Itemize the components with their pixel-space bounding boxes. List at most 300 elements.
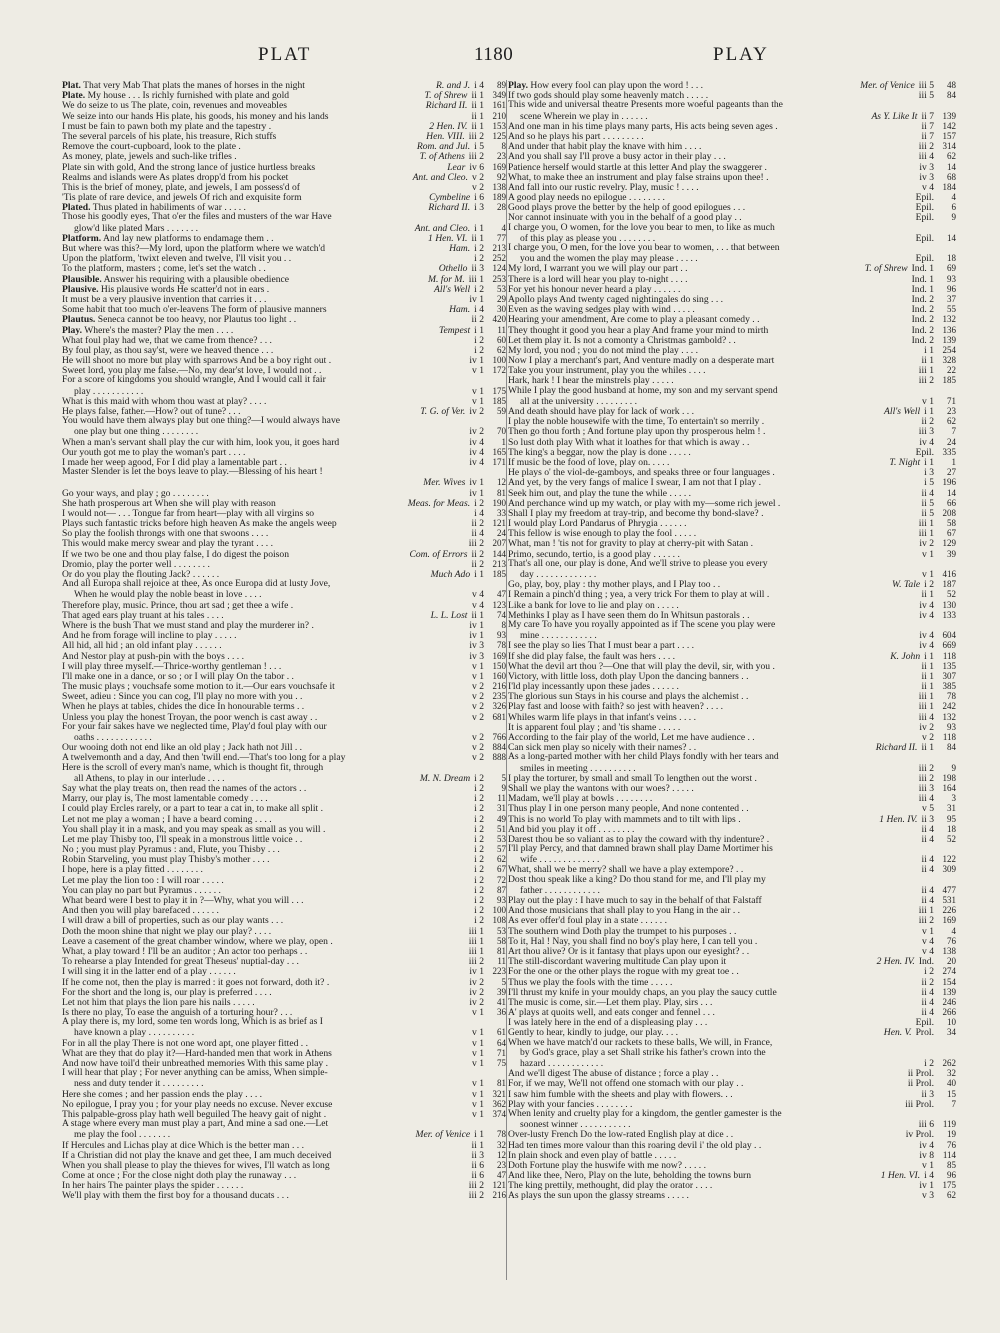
quotation-text bbox=[62, 652, 465, 661]
concordance-entry bbox=[508, 987, 956, 997]
quotation-body: If she did play false, the fault was hers . . . . bbox=[508, 651, 676, 661]
line-number: 130 bbox=[942, 599, 956, 610]
quotation-text bbox=[62, 713, 468, 722]
concordance-entry bbox=[508, 864, 956, 874]
quotation-body: So play the foolish throngs with one that swoons . . . . bbox=[62, 529, 269, 539]
quotation-text bbox=[62, 539, 465, 548]
quotation-body: Marry, our play is, The most lamentable comedy . . . . bbox=[62, 794, 268, 804]
quotation-text bbox=[62, 702, 468, 711]
act-scene: v 1 bbox=[922, 1159, 934, 1171]
line-number: 37 bbox=[947, 293, 956, 304]
quotation-text bbox=[62, 978, 465, 987]
quotation-body: Go your ways, and play ; go . . . . . . . . bbox=[62, 488, 209, 498]
quotation-text bbox=[62, 774, 416, 783]
line-number: 5 bbox=[501, 772, 506, 783]
act-scene: i 2 bbox=[474, 243, 484, 254]
concordance-entry bbox=[62, 1038, 506, 1048]
quotation-text bbox=[508, 1028, 880, 1037]
quotation-body: Here is the scroll of every man's name, which is thought fit, through bbox=[62, 762, 324, 773]
quotation-body: I was lately here in the end of a displeasing play . . . bbox=[508, 1018, 708, 1028]
act-scene: iii 1 bbox=[468, 945, 484, 957]
line-number: 31 bbox=[947, 803, 956, 814]
quotation-text bbox=[508, 702, 915, 711]
line-number: 27 bbox=[947, 467, 956, 478]
quotation-body: Art thou alive? Or is it fantasy that plays upon our eyesight? . . bbox=[508, 946, 750, 957]
concordance-entry bbox=[62, 131, 506, 141]
line-number: 124 bbox=[492, 263, 506, 274]
line-number: 123 bbox=[492, 599, 506, 610]
act-scene: ii 4 bbox=[921, 864, 934, 875]
act-scene: ii 1 bbox=[921, 355, 934, 366]
act-scene: ii 2 bbox=[471, 518, 484, 529]
quotation-body: And perchance wind up my watch, or play with my—some rich jewel . bbox=[508, 498, 781, 508]
concordance-entry bbox=[508, 803, 956, 813]
concordance-entry bbox=[508, 722, 956, 732]
line-number: 129 bbox=[942, 538, 956, 549]
line-number: 274 bbox=[942, 966, 956, 977]
line-number: 93 bbox=[947, 273, 956, 284]
concordance-entry bbox=[508, 559, 956, 569]
quotation-text bbox=[508, 243, 956, 253]
line-number: 22 bbox=[947, 365, 956, 376]
act-scene: v 3 bbox=[922, 1190, 934, 1201]
quotation-text bbox=[508, 1048, 956, 1058]
quotation-body: This is the brief of money, plate, and jewels, I am possess'd of bbox=[62, 182, 300, 193]
line-number: 41 bbox=[497, 996, 506, 1007]
line-number: 884 bbox=[492, 742, 506, 753]
act-scene: v 1 bbox=[472, 1007, 484, 1018]
quotation-text bbox=[508, 1059, 920, 1068]
line-number: 51 bbox=[497, 823, 506, 834]
act-scene: iii 2 bbox=[468, 956, 484, 967]
quotation-text bbox=[508, 927, 918, 936]
act-scene: iv 2 bbox=[469, 426, 484, 437]
line-number: 189 bbox=[492, 192, 506, 203]
quotation-body: Madam, we'll play at bowls . . . . . . . . bbox=[508, 794, 653, 804]
concordance-entry bbox=[62, 386, 506, 396]
quotation-body: Hearing your amendment, Are come to play a pleasant comedy . . bbox=[508, 315, 760, 325]
line-number: 420 bbox=[492, 314, 506, 325]
quotation-body: For the short and the long is, our play is preferred . . . . bbox=[62, 987, 272, 997]
quotation-text bbox=[62, 326, 435, 335]
concordance-entry bbox=[508, 345, 956, 355]
quotation-text bbox=[508, 1008, 917, 1017]
concordance-entry bbox=[508, 1099, 956, 1109]
quotation-text bbox=[508, 682, 917, 691]
quotation-text bbox=[508, 620, 956, 630]
quotation-text bbox=[508, 752, 956, 762]
act-scene: Ind. 2 bbox=[911, 314, 934, 325]
quotation-body: His plausive words He scatter'd not in ears . bbox=[100, 284, 270, 294]
act-scene: iv 4 bbox=[919, 609, 934, 620]
concordance-entry bbox=[62, 121, 506, 131]
concordance-entry bbox=[62, 274, 506, 284]
act-scene: i 2 bbox=[474, 823, 484, 834]
line-number: 81 bbox=[497, 945, 506, 956]
quotation-text bbox=[62, 763, 506, 773]
concordance-entry bbox=[508, 1078, 956, 1088]
concordance-entry bbox=[62, 426, 506, 436]
concordance-entry bbox=[62, 1089, 506, 1099]
quotation-body: What are they that do play it?—Hard-handed men that work in Athens bbox=[62, 1048, 332, 1058]
quotation-text bbox=[508, 774, 915, 783]
concordance-entry bbox=[62, 977, 506, 987]
line-number: 133 bbox=[942, 609, 956, 620]
quotation-text bbox=[62, 947, 465, 956]
concordance-entry bbox=[62, 518, 506, 528]
quotation-body: Upon the platform, 'twixt eleven and twelve, I'll visit you . . bbox=[62, 254, 292, 264]
quotation-body: That's all one, our play is done, And we'll strive to please you every bbox=[508, 558, 768, 569]
quotation-body: Methinks I play as I have seen them do In Whitsun pastorals . . bbox=[508, 610, 750, 620]
play-title: Ant. and Cleo. bbox=[414, 222, 471, 233]
quotation-text bbox=[62, 1171, 467, 1180]
act-scene: v 1 bbox=[472, 670, 484, 682]
quotation-text bbox=[508, 906, 915, 915]
play-title: 2 Hen. IV. bbox=[429, 120, 468, 131]
quotation-text bbox=[62, 1028, 468, 1037]
concordance-entry bbox=[62, 294, 506, 304]
quotation-text bbox=[62, 570, 427, 579]
quotation-body: father . . . . . . . . . . . . bbox=[520, 885, 600, 895]
act-scene: i 2 bbox=[474, 782, 484, 794]
act-scene: ii 1 bbox=[471, 609, 484, 620]
line-number: 47 bbox=[497, 589, 506, 600]
line-number: 93 bbox=[497, 895, 506, 905]
quotation-body: And those musicians that shall play to you Hang in the air . . bbox=[508, 906, 741, 916]
quotation-body: Doth Fortune play the huswife with me now? . . . . . bbox=[508, 1160, 706, 1171]
concordance-entry bbox=[508, 1180, 956, 1190]
quotation-text bbox=[62, 692, 468, 701]
act-scene: v 4 bbox=[922, 181, 934, 193]
concordance-entry bbox=[62, 508, 506, 518]
act-scene: Epil. bbox=[915, 446, 934, 457]
line-number: 57 bbox=[497, 844, 506, 855]
line-number: 119 bbox=[942, 1119, 956, 1130]
concordance-entry bbox=[508, 416, 956, 426]
act-scene: v 4 bbox=[922, 935, 934, 946]
concordance-entry bbox=[62, 579, 506, 589]
quotation-text bbox=[62, 916, 470, 925]
act-scene: i 3 bbox=[924, 467, 934, 478]
quotation-body: Then go thou forth ; And fortune play upon thy prosperous helm ! . bbox=[508, 427, 766, 437]
act-scene: ii 3 bbox=[921, 813, 934, 824]
concordance-entry bbox=[62, 1078, 506, 1088]
quotation-text bbox=[508, 173, 915, 182]
concordance-entry bbox=[62, 661, 506, 671]
line-number: 139 bbox=[942, 110, 956, 121]
concordance-entry bbox=[62, 691, 506, 701]
quotation-body: Let them play it. Is not a comonty a Christmas gambold? . . bbox=[508, 335, 736, 345]
quotation-text bbox=[508, 427, 915, 436]
act-scene: iv 4 bbox=[919, 1139, 934, 1150]
act-scene: Epil. bbox=[915, 212, 934, 223]
concordance-entry bbox=[508, 355, 956, 365]
quotation-body: hazard . . . . . . . . . . . . bbox=[520, 1059, 604, 1069]
act-scene: iv 1 bbox=[469, 293, 484, 305]
concordance-entry bbox=[508, 1007, 956, 1017]
concordance-entry bbox=[62, 752, 506, 762]
act-scene: iii 2 bbox=[468, 130, 484, 142]
quotation-text bbox=[508, 152, 915, 161]
line-number: 36 bbox=[497, 1007, 506, 1018]
quotation-text bbox=[508, 652, 886, 661]
line-number: 23 bbox=[497, 151, 506, 162]
quotation-text bbox=[62, 1008, 468, 1017]
line-number: 53 bbox=[497, 833, 506, 844]
concordance-entry bbox=[62, 365, 506, 375]
act-scene: i 2 bbox=[474, 915, 484, 926]
quotation-body: Here she comes ; and her passion ends the play . . . . bbox=[62, 1089, 263, 1099]
quotation-body: I'll make one in a dance, or so ; or I will play On the tabor . . bbox=[62, 671, 294, 682]
concordance-entry bbox=[508, 712, 956, 722]
act-scene: ii 7 bbox=[921, 120, 934, 131]
act-scene: v 1 bbox=[472, 1047, 484, 1058]
concordance-entry bbox=[62, 1170, 506, 1180]
quotation-text bbox=[508, 468, 920, 477]
line-number: 226 bbox=[942, 905, 956, 916]
act-scene: i 1 bbox=[924, 456, 934, 468]
line-number: 70 bbox=[497, 426, 506, 437]
play-title: T. G. of Ver. bbox=[420, 406, 466, 417]
quotation-body: The music plays ; vouchsafe some motion to it.—Our ears vouchsafe it bbox=[62, 682, 335, 692]
line-number: 12 bbox=[497, 1149, 506, 1160]
concordance-entry bbox=[508, 549, 956, 559]
line-number: 5 bbox=[501, 976, 506, 987]
play-title: Ham. bbox=[449, 243, 471, 254]
quotation-text bbox=[508, 580, 888, 589]
act-scene: iv 3 bbox=[919, 171, 934, 182]
quotation-body: all at the university . . . . . . . . . bbox=[520, 396, 637, 406]
line-number: 681 bbox=[492, 711, 506, 722]
line-number: 62 bbox=[497, 854, 506, 865]
quotation-body: What, to make thee an instrument and play false strains upon thee! . bbox=[508, 172, 769, 182]
quotation-body: How every fool can play upon the word ! . . . bbox=[530, 81, 704, 91]
line-number: 185 bbox=[942, 375, 956, 386]
line-number: 169 bbox=[492, 650, 506, 661]
quotation-body: And death should have play for lack of work . . . bbox=[508, 407, 694, 417]
concordance-entry bbox=[62, 498, 506, 508]
line-number: 47 bbox=[497, 1170, 506, 1181]
quotation-text bbox=[62, 1100, 468, 1109]
quotation-body: We seize into our hands His plate, his goods, his money and his lands bbox=[62, 111, 329, 121]
quotation-text bbox=[62, 212, 506, 222]
concordance-entry bbox=[62, 1160, 506, 1170]
concordance-entry bbox=[508, 304, 956, 314]
quotation-body: scene Wherein we play in . . . . . . bbox=[520, 111, 648, 121]
quotation-body: I will sing it in the latter end of a play . . . . . . bbox=[62, 967, 236, 977]
quotation-body: And so he plays his part . . . . . . . . . bbox=[508, 131, 644, 142]
act-scene: i 2 bbox=[474, 793, 484, 804]
quotation-text bbox=[62, 224, 411, 233]
quotation-text bbox=[62, 815, 470, 824]
line-number: 321 bbox=[492, 1088, 506, 1099]
line-number: 254 bbox=[942, 344, 956, 355]
quotation-body: You shall play it in a mask, and you may speak as small as you will . bbox=[62, 824, 326, 834]
line-number: 67 bbox=[947, 528, 956, 539]
act-scene: iii 3 bbox=[918, 426, 934, 437]
quotation-text bbox=[62, 458, 465, 467]
act-scene: v 1 bbox=[922, 548, 934, 559]
concordance-entry bbox=[62, 671, 506, 681]
line-number: 62 bbox=[497, 344, 506, 355]
act-scene: v 2 bbox=[472, 752, 484, 763]
concordance-entry bbox=[508, 915, 956, 925]
line-number: 24 bbox=[497, 528, 506, 539]
act-scene: Epil. bbox=[915, 232, 934, 243]
quotation-text bbox=[508, 100, 956, 110]
line-number: 669 bbox=[942, 640, 956, 651]
quotation-body: Play out the play : I have much to say in the behalf of that Falstaff bbox=[508, 896, 762, 906]
concordance-entry bbox=[62, 742, 506, 752]
act-scene: iii 5 bbox=[918, 90, 934, 101]
act-scene: v 1 bbox=[472, 365, 484, 376]
act-scene: i 2 bbox=[474, 874, 484, 885]
concordance-entry bbox=[508, 284, 956, 294]
play-title: Tempest bbox=[439, 324, 471, 335]
act-scene: iv 1 bbox=[469, 630, 484, 641]
line-number: 78 bbox=[497, 1129, 506, 1140]
line-number: 196 bbox=[942, 477, 956, 488]
line-number: 53 bbox=[497, 283, 506, 294]
concordance-entry bbox=[508, 834, 956, 844]
play-title: All's Well bbox=[884, 406, 921, 417]
quotation-body: 'Tis plate of rare device, and jewels Of rich and exquisite form bbox=[62, 193, 302, 203]
concordance-entry bbox=[62, 1150, 506, 1160]
concordance-entry bbox=[508, 263, 956, 273]
quotation-text bbox=[62, 142, 413, 151]
quotation-text bbox=[508, 295, 908, 304]
act-scene: ii 7 bbox=[921, 130, 934, 142]
quotation-text bbox=[62, 804, 470, 813]
quotation-text bbox=[62, 203, 424, 212]
quotation-body: What, man ! 'tis not for gravity to play at cherry-pit with Satan . bbox=[508, 539, 753, 549]
act-scene: i 2 bbox=[474, 895, 484, 906]
act-scene: ii Prol. bbox=[907, 1078, 934, 1089]
line-number: 242 bbox=[942, 701, 956, 712]
act-scene: ii 2 bbox=[471, 548, 484, 559]
act-scene: i 2 bbox=[474, 334, 484, 345]
quotation-text bbox=[62, 101, 422, 110]
quotation-body: To the platform, masters ; come, let's set the watch . . bbox=[62, 264, 266, 274]
quotation-text bbox=[62, 519, 467, 528]
line-number: 604 bbox=[942, 630, 956, 641]
quotation-body: Play with your fancies . . . . . . . . bbox=[508, 1099, 633, 1109]
quotation-body: Hark, hark ! I hear the minstrels play . . . . . bbox=[508, 376, 674, 386]
quotation-text bbox=[62, 346, 470, 355]
concordance-entry bbox=[508, 111, 956, 121]
act-scene: i 2 bbox=[474, 344, 484, 356]
line-number: 153 bbox=[492, 120, 506, 131]
concordance-entry bbox=[62, 437, 506, 447]
concordance-entry bbox=[62, 1099, 506, 1109]
quotation-body: Take you your instrument, play you the whiles . . . . bbox=[508, 366, 706, 376]
quotation-text bbox=[62, 234, 424, 243]
act-scene: iv 1 bbox=[469, 487, 484, 498]
quotation-text bbox=[62, 1068, 506, 1078]
quotation-body: Master Slender is let the boys leave to play.—Blessing of his heart ! bbox=[62, 467, 323, 478]
act-scene: ii 4 bbox=[921, 996, 934, 1008]
concordance-entry bbox=[62, 284, 506, 294]
quotation-text bbox=[62, 641, 465, 650]
concordance-entry bbox=[62, 182, 506, 192]
quotation-body: We do seize to us The plate, coin, revenues and moveables bbox=[62, 101, 287, 111]
concordance-entry bbox=[62, 488, 506, 498]
line-number: 184 bbox=[942, 181, 956, 192]
line-number: 108 bbox=[492, 915, 506, 926]
concordance-entry bbox=[62, 987, 506, 997]
quotation-text bbox=[62, 285, 430, 294]
quotation-body: Darest thou be so valiant as to play the coward with thy indenture? . bbox=[508, 834, 770, 845]
quotation-text bbox=[508, 723, 915, 732]
quotation-body: Our youth got me to play the woman's part . . . . bbox=[62, 447, 246, 457]
quotation-body: If Hercules and Lichas play at dice Which is the better man . . . bbox=[62, 1140, 304, 1150]
line-number: 33 bbox=[497, 507, 506, 518]
act-scene: ii 1 bbox=[471, 90, 484, 101]
line-number: 307 bbox=[942, 670, 956, 681]
line-number: 309 bbox=[942, 864, 956, 875]
act-scene: iv 1 bbox=[919, 1180, 934, 1191]
act-scene: v 5 bbox=[922, 803, 934, 814]
quotation-text bbox=[62, 621, 465, 630]
concordance-entry bbox=[62, 457, 506, 467]
line-number: 18 bbox=[947, 823, 956, 834]
quotation-text bbox=[508, 407, 880, 416]
line-number: 210 bbox=[492, 110, 506, 121]
line-number: 207 bbox=[492, 538, 506, 549]
quotation-body: The music is come, sir.—Let them play. Play, sirs . . . bbox=[508, 997, 713, 1008]
line-number: 9 bbox=[951, 212, 956, 223]
quotation-body: Play fast and loose with faith? so jest with heaven? . . . . bbox=[508, 702, 724, 712]
line-number: 213 bbox=[492, 558, 506, 569]
quotation-body: I would not— . . . Tongue far from heart—play with all virgins so bbox=[62, 508, 315, 519]
quotation-text bbox=[508, 448, 912, 457]
act-scene: i 2 bbox=[924, 1058, 934, 1069]
play-title: Mer. Wives bbox=[423, 477, 466, 488]
quotation-body: Apollo plays And twenty caged nightingales do sing . . . bbox=[508, 294, 724, 305]
act-scene: iii 4 bbox=[918, 151, 934, 162]
concordance-entry bbox=[508, 844, 956, 854]
quotation-text bbox=[62, 886, 470, 895]
line-number: 19 bbox=[947, 1129, 956, 1140]
quotation-body: She hath prosperous art When she will play with reason bbox=[62, 498, 276, 508]
act-scene: i 1 bbox=[924, 344, 934, 356]
quotation-body: When he would play the noble beast in love . . . . bbox=[74, 590, 262, 600]
act-scene: ii 1 bbox=[471, 1139, 484, 1150]
line-number: 374 bbox=[492, 1108, 506, 1119]
concordance-entry bbox=[508, 885, 956, 895]
concordance-entry bbox=[62, 997, 506, 1007]
quotation-text bbox=[62, 366, 468, 375]
quotation-body: I charge you, O men, for the love you bear to women, . . . that between bbox=[508, 243, 780, 253]
concordance-entry bbox=[508, 997, 956, 1007]
act-scene: iii 2 bbox=[468, 1190, 484, 1201]
quotation-text bbox=[62, 906, 470, 915]
act-scene: v 1 bbox=[472, 1088, 484, 1099]
quotation-body: Even as the waving sedges play with wind . . . . . bbox=[508, 305, 695, 315]
quotation-body: If he come not, then the play is marred : it goes not forward, doth it? . bbox=[62, 977, 330, 987]
quotation-body: When he plays at tables, chides the dice In honourable terms . . bbox=[62, 702, 305, 712]
quotation-text bbox=[508, 1120, 915, 1129]
act-scene: iv 2 bbox=[469, 406, 484, 417]
quotation-text bbox=[508, 978, 917, 987]
quotation-text bbox=[62, 560, 467, 569]
line-number: 96 bbox=[947, 283, 956, 294]
quotation-body: While I play the good husband at home, my son and my servant spend bbox=[508, 385, 778, 396]
play-title: Lear bbox=[447, 161, 466, 172]
concordance-entry bbox=[508, 1038, 956, 1048]
act-scene: v 2 bbox=[472, 711, 484, 722]
quotation-body: play . . . . . . . . . . . bbox=[74, 386, 144, 396]
